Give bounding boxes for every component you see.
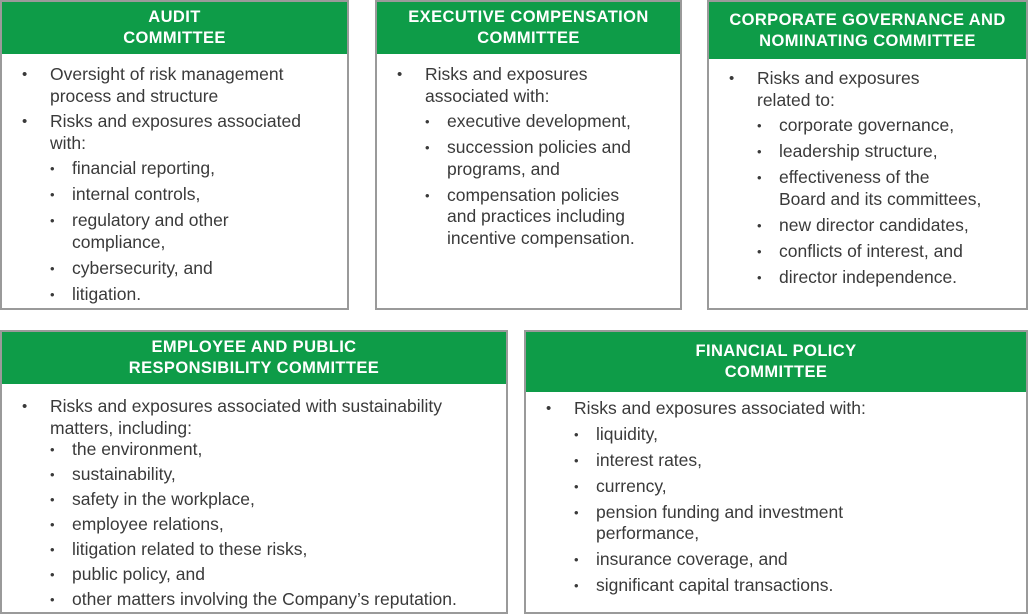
header-line: RESPONSIBILITY COMMITTEE: [128, 359, 380, 377]
sub-list-item: • safety in the workplace,: [50, 489, 506, 511]
list-item: • Risks and exposures associated with sustainability matters, including: • the environment, • sustainability, • safety in the workplace, • employee relations, • litigation related to these risks, • public policy, and • other matters involving the Company’s reputation.: [2, 396, 506, 611]
sub-list-item: • conflicts of interest, and: [757, 241, 1026, 263]
governance-sub-list: [757, 115, 1026, 288]
header-line: COMMITTEE: [477, 29, 580, 47]
sub-list-item: • other matters involving the Company’s reputation.: [50, 589, 506, 611]
audit-committee-card: [0, 0, 349, 310]
sub-list-item: • new director candidates,: [757, 215, 1026, 237]
list-item: • Risks and exposures associated with: • liquidity, • interest rates, • currency, • pension funding and investment performance, • insurance coverage, and • significant capital transactions.: [526, 398, 1026, 597]
sub-list-item: • leadership structure,: [757, 141, 1026, 163]
list-item: • Risks and exposures related to: • corporate governance, • leadership structure, • effectiveness of the Board and its committees, • new director candidates, • conflicts of interest, and • director independence.: [709, 68, 1026, 288]
financial-policy-committee-card: [524, 330, 1028, 614]
sub-list-item: • interest rates,: [574, 450, 1026, 472]
sub-list-item: • regulatory and other compliance,: [50, 210, 347, 253]
sub-list-item: • director independence.: [757, 267, 1026, 289]
header-line: NOMINATING COMMITTEE: [759, 31, 976, 50]
employee-public-committee-card: [0, 330, 508, 614]
sub-list-item: • public policy, and: [50, 564, 506, 586]
executive-compensation-risk-list: [377, 64, 680, 249]
financial-policy-committee-header: [526, 332, 1026, 392]
employee-public-risk-list: [2, 396, 506, 611]
sub-list-item: • currency,: [574, 476, 1026, 498]
financial-policy-risk-list: [526, 398, 1026, 597]
sub-list-item: • cybersecurity, and: [50, 258, 347, 280]
sub-list-item: • executive development,: [425, 111, 680, 133]
sub-list-item: • significant capital transactions.: [574, 575, 1026, 597]
employee-public-sub-list: [50, 439, 506, 611]
sub-list-item: • litigation related to these risks,: [50, 539, 506, 561]
list-item: • Oversight of risk management process and structure: [2, 64, 347, 107]
header-line: COMMITTEE: [123, 29, 226, 47]
header-line: EMPLOYEE AND PUBLIC: [151, 338, 357, 356]
sub-list-item: • the environment,: [50, 439, 506, 461]
audit-sub-list: [50, 158, 347, 305]
audit-risk-list: [2, 64, 347, 305]
executive-compensation-card: [375, 0, 682, 310]
financial-policy-sub-list: [574, 424, 1026, 597]
executive-compensation-header: [377, 2, 680, 54]
governance-committee-card: [707, 0, 1028, 310]
header-line: EXECUTIVE COMPENSATION: [408, 8, 649, 26]
sub-list-item: • compensation policies and practices including incentive compensation.: [425, 185, 680, 250]
sub-list-item: • employee relations,: [50, 514, 506, 536]
list-item: • Risks and exposures associated with: • financial reporting, • internal controls, • regulatory and other compliance, • cybersecurity, and • litigation.: [2, 111, 347, 305]
sub-list-item: • internal controls,: [50, 184, 347, 206]
sub-list-item: • sustainability,: [50, 464, 506, 486]
sub-list-item: • corporate governance,: [757, 115, 1026, 137]
sub-list-item: • succession policies and programs, and: [425, 137, 680, 180]
sub-list-item: • litigation.: [50, 284, 347, 306]
governance-committee-header: [709, 2, 1026, 59]
header-line: FINANCIAL POLICY: [695, 342, 857, 360]
header-line: AUDIT: [148, 8, 201, 26]
sub-list-item: • financial reporting,: [50, 158, 347, 180]
audit-committee-header: [2, 2, 347, 54]
sub-list-item: • effectiveness of the Board and its committees,: [757, 167, 1026, 210]
employee-public-committee-header: [2, 332, 506, 384]
sub-list-item: • pension funding and investment performance,: [574, 502, 1026, 545]
list-item: • Risks and exposures associated with: • executive development, • succession policies and programs, and • compensation policies and practices including incentive compensation.: [377, 64, 680, 249]
header-line: CORPORATE GOVERNANCE AND: [729, 10, 1006, 29]
executive-compensation-sub-list: [425, 111, 680, 249]
sub-list-item: • liquidity,: [574, 424, 1026, 446]
header-line: COMMITTEE: [724, 363, 828, 381]
governance-risk-list: [709, 68, 1026, 288]
sub-list-item: • insurance coverage, and: [574, 549, 1026, 571]
